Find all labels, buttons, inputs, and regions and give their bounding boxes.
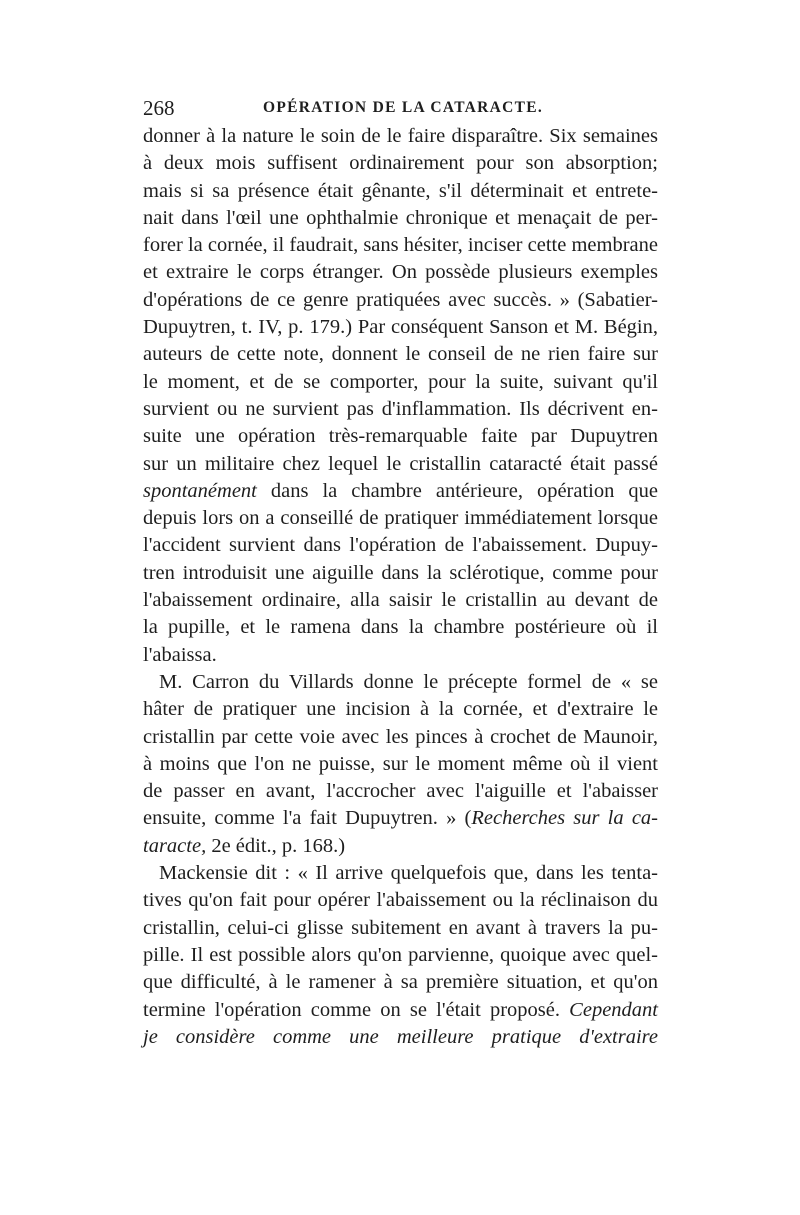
text-line: cristallin, celui-ci glisse subitement en avant à travers la pu- <box>143 916 658 939</box>
body-text <box>143 123 658 1051</box>
text-line: que difficulté, à le ramener à sa première situation, et qu'on <box>143 971 658 994</box>
text-line: l'accident survient dans l'opération de l'abaissement. Dupuy- <box>143 534 658 557</box>
text-line: hâter de pratiquer une incision à la cornée, et d'extraire le <box>143 698 658 721</box>
text-line: forer la cornée, il faudrait, sans hésiter, inciser cette membrane <box>143 234 658 257</box>
text-line: le moment, et de se comporter, pour la suite, suivant qu'il <box>143 370 658 393</box>
text-line: tren introduisit une aiguille dans la sclérotique, comme pour <box>143 561 658 584</box>
text-line: cristallin par cette voie avec les pinces à crochet de Maunoir, <box>143 725 658 748</box>
text-line: taracte, 2e édit., p. 168.) <box>143 834 346 857</box>
text-line: ensuite, comme l'a fait Dupuytren. » (Recherches sur la ca- <box>143 807 658 830</box>
text-line: tives qu'on fait pour opérer l'abaissement ou la réclinaison du <box>143 889 658 912</box>
text-line: spontanément dans la chambre antérieure, opération que <box>143 479 658 502</box>
text-line: survient ou ne survient pas d'inflammation. Ils décrivent en- <box>143 397 658 420</box>
text-line <box>143 1024 658 1051</box>
running-head: OPÉRATION DE LA CATARACTE. <box>263 99 544 116</box>
text-line: depuis lors on a conseillé de pratiquer immédiatement lorsque <box>143 507 658 530</box>
text-line: donner à la nature le soin de le faire disparaître. Six semaines <box>143 125 658 147</box>
text-line: Dupuytren, t. IV, p. 179.) Par conséquent Sanson et M. Bégin, <box>143 316 658 339</box>
text-line: à moins que l'on ne puisse, sur le moment même où il vient <box>143 752 658 775</box>
page-header <box>143 96 658 122</box>
text-line: de passer en avant, l'accrocher avec l'aiguille et l'abaisser <box>143 780 658 803</box>
italic-text: taracte, <box>143 834 207 857</box>
text-line: et extraire le corps étranger. On possède plusieurs exemples <box>143 261 658 284</box>
text-line: l'abaissement ordinaire, alla saisir le cristallin au devant de <box>143 589 658 612</box>
text-line: nait dans l'œil une ophthalmie chronique et menaçait de per- <box>143 206 658 229</box>
text-line: pille. Il est possible alors qu'on parvienne, quoique avec quel- <box>143 943 658 966</box>
text-line: suite une opération très-remarquable faite par Dupuytren <box>143 425 658 448</box>
text-line: M. Carron du Villards donne le précepte formel de « se <box>159 670 658 693</box>
page-number: 268 <box>143 96 175 120</box>
text-line: termine l'opération comme on se l'était proposé. Cependant <box>143 998 658 1021</box>
italic-text: Recherches sur la ca- <box>471 807 658 830</box>
text-line: mais si sa présence était gênante, s'il déterminait et entrete- <box>143 179 658 202</box>
text-line: à deux mois suffisent ordinairement pour son absorption; <box>143 152 658 175</box>
text-line: la pupille, et le ramena dans la chambre postérieure où il <box>143 616 658 639</box>
italic-text: Cependant <box>569 998 658 1021</box>
italic-text: je considère comme une meilleure pratique d'extraire <box>143 1025 658 1048</box>
text-line: d'opérations de ce genre pratiquées avec succès. » (Sabatier- <box>143 288 658 311</box>
italic-text: spontanément <box>143 479 257 502</box>
text-line: auteurs de cette note, donnent le conseil de ne rien faire sur <box>143 343 658 366</box>
text-line: Mackensie dit : « Il arrive quelquefois que, dans les tenta- <box>159 862 658 885</box>
text-line: sur un militaire chez lequel le cristallin cataracté était passé <box>143 452 658 475</box>
text-line: l'abaissa. <box>143 643 217 666</box>
